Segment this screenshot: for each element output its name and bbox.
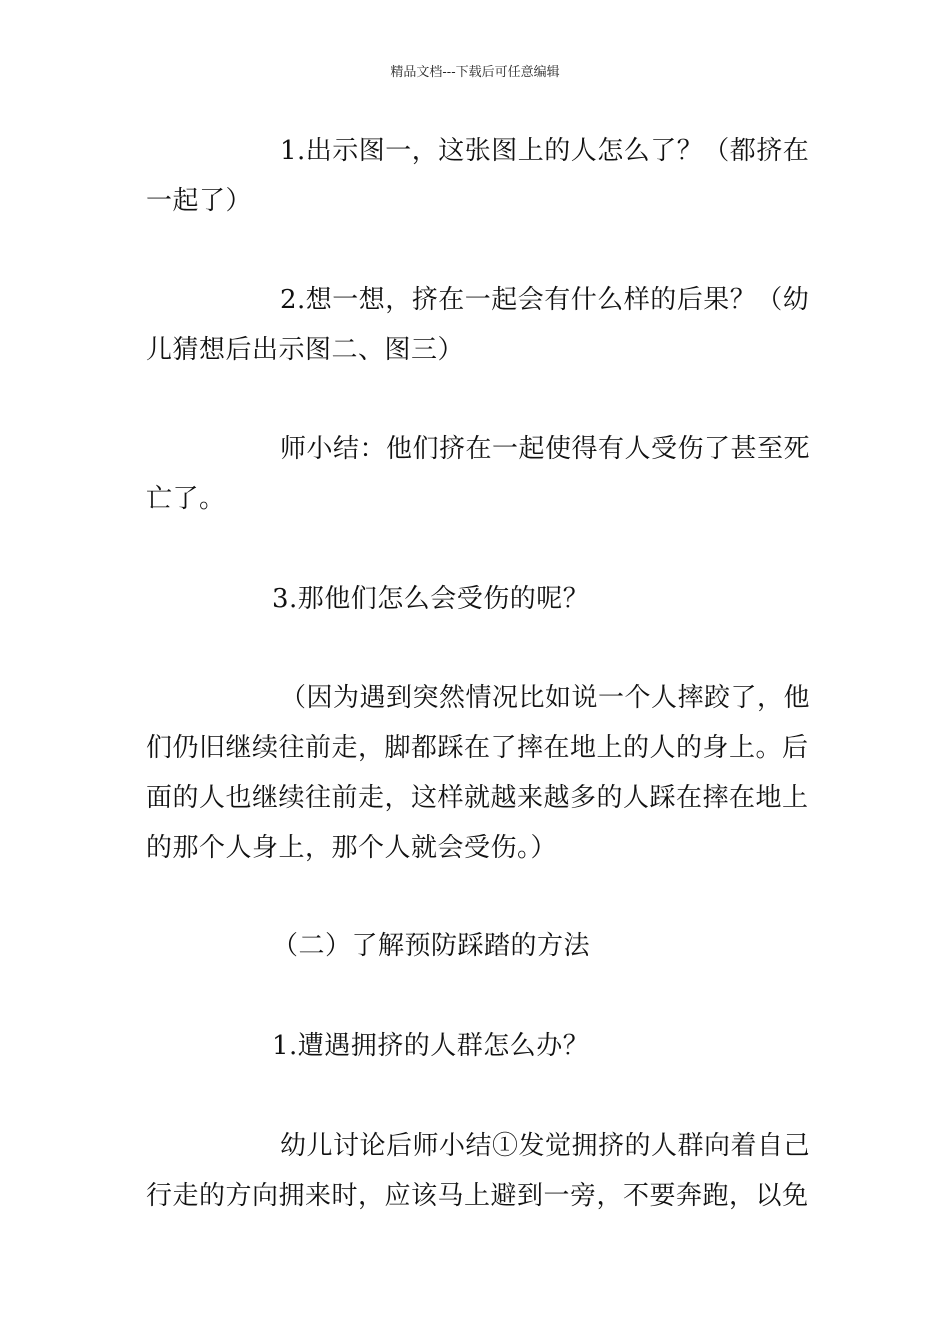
paragraph-line: 3.那他们怎么会受伤的呢？ <box>272 584 590 614</box>
page-header: 精品文档---下载后可任意编辑 <box>390 65 560 80</box>
paragraph-3 <box>146 424 811 524</box>
paragraph-line: 的那个人身上，那个人就会受伤。） <box>146 833 558 863</box>
paragraph-4 <box>146 574 806 624</box>
paragraph-line: 亡了。 <box>146 484 226 514</box>
paragraph-line: 1.遭遇拥挤的人群怎么办？ <box>272 1031 590 1061</box>
paragraph-6 <box>146 1021 806 1071</box>
paragraph-line: 一起了） <box>146 186 253 216</box>
paragraph-1 <box>146 126 810 226</box>
paragraph-7 <box>146 1121 811 1221</box>
paragraph-line: 幼儿讨论后师小结①发觉拥挤的人群向着自己 <box>280 1131 811 1161</box>
paragraph-line: （因为遇到突然情况比如说一个人摔跤了，他 <box>280 683 811 713</box>
section-heading <box>146 921 806 971</box>
paragraph-line: 儿猜想后出示图二、图三） <box>146 335 465 365</box>
paragraph-line: 师小结：他们挤在一起使得有人受伤了甚至死 <box>280 434 811 464</box>
paragraph-line: 行走的方向拥来时，应该马上避到一旁，不要奔跑，以免 <box>146 1181 809 1211</box>
paragraph-line: 们仍旧继续往前走，脚都踩在了摔在地上的人的身上。后 <box>146 733 809 763</box>
paragraph-line: 2.想一想，挤在一起会有什么样的后果？（幼 <box>280 285 810 315</box>
paragraph-2 <box>146 275 810 375</box>
paragraph-line: （二）了解预防踩踏的方法 <box>272 931 591 961</box>
paragraph-line: 面的人也继续往前走，这样就越来越多的人踩在摔在地上 <box>146 783 809 813</box>
paragraph-5 <box>146 673 811 873</box>
paragraph-line: 1.出示图一，这张图上的人怎么了？（都挤在 <box>280 136 810 166</box>
